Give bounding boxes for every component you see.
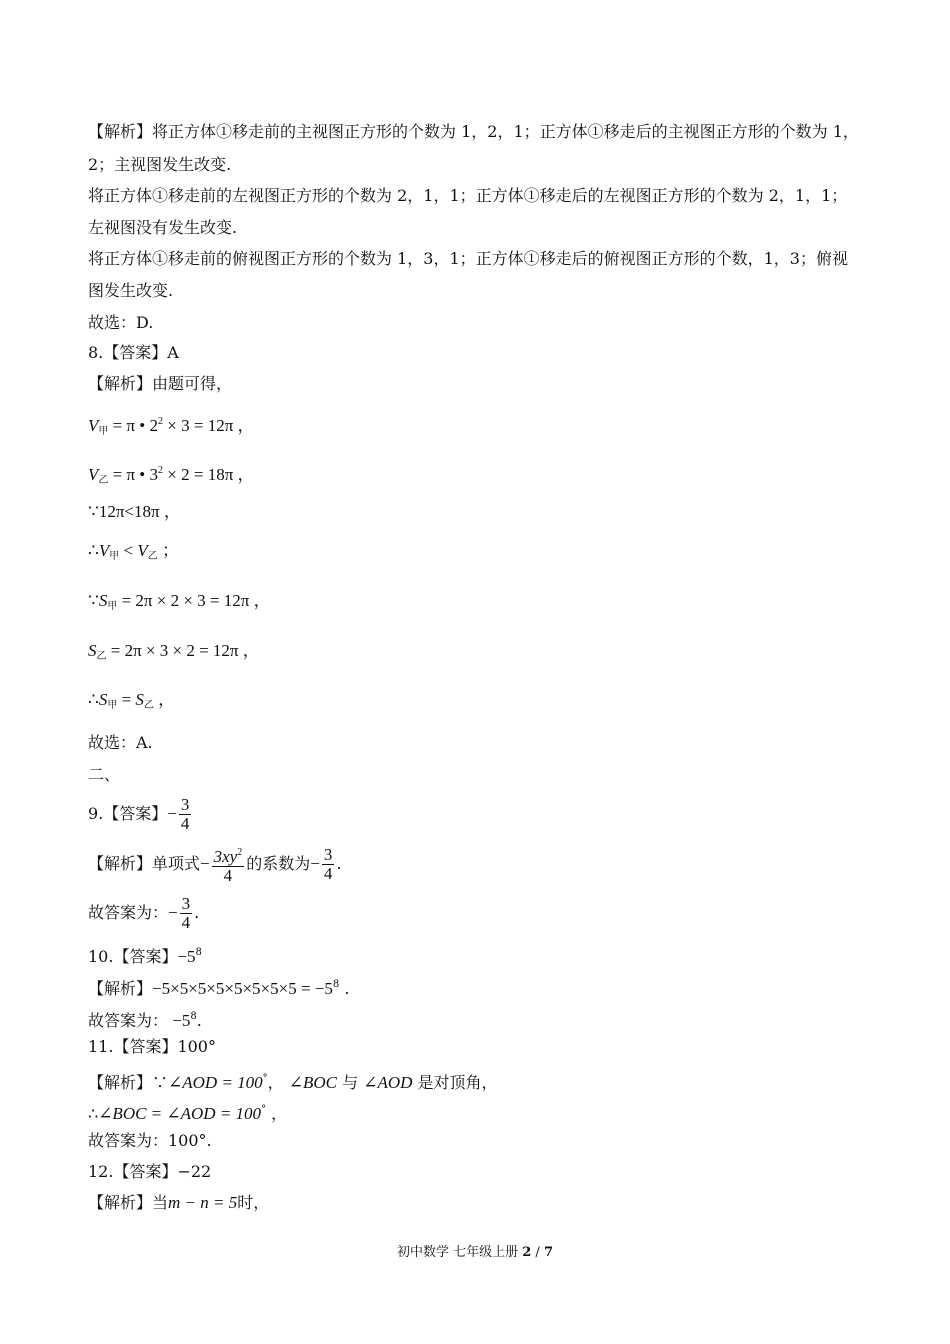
q11-explanation-2: ∴∠BOC = ∠AOD = 100° ， — [88, 1104, 288, 1123]
q8-explanation-intro: 【解析】由题可得， — [88, 374, 233, 393]
q7-explanation-line-1: 【解析】将正方体①移走前的主视图正方形的个数为 1，2，1；正方体①移走后的主视图正方形的个数为 1， — [88, 122, 859, 141]
q9-answer-fraction: $\frac{3}{4}$ — [180, 794, 190, 833]
q7-conclusion: 故选：D. — [88, 313, 154, 332]
q9-explanation: 【解析】单项式 − $\frac{3xy^2}{4}$ 的系数为 − $\frac{3}{4}$ . — [88, 844, 342, 885]
q10-explanation: 【解析】$-5\times 5\times 5\times 5\times 5\times 5\times 5\times 5 = -5^8$ . — [88, 979, 350, 998]
q9-final-fraction: $\frac{3}{4}$ — [181, 893, 191, 932]
q8-volume-yi: $V_乙 = \pi$ • $3^2 \times 2 = 18\pi$ ， — [88, 465, 255, 486]
q8-area-equal: $\therefore S_甲 = S_乙$ ， — [88, 690, 176, 711]
q7-explanation-line-5: 将正方体①移走前的俯视图正方形的个数为 1，3，1；正方体①移走后的俯视图正方形的个数，1，3；俯视 — [88, 249, 848, 268]
q9-monomial-fraction: $\frac{3xy^2}{4}$ — [212, 844, 245, 885]
q9-coefficient-fraction: $\frac{3}{4}$ — [323, 844, 333, 883]
q8-volume-jia: $V_甲 = \pi$ • $2^2 \times 3 = 12\pi$ ， — [88, 416, 255, 437]
q8-volume-compare: $\therefore V_甲 < V_乙$ ； — [88, 541, 179, 562]
q8-area-yi: $S_乙 = 2\pi \times 3 \times 2 = 12\pi$ ， — [88, 641, 260, 662]
q11-explanation-1: 【解析】∵∠AOD = 100°， ∠BOC 与 ∠AOD 是对顶角， — [88, 1073, 498, 1092]
q10-answer: 10.【答案】$-5^8$ — [88, 947, 202, 966]
q11-final-answer: 故答案为：100°. — [88, 1131, 212, 1150]
q9-final-answer: 故答案为： − $\frac{3}{4}$ . — [88, 893, 200, 932]
q12-answer: 12.【答案】−22 — [88, 1162, 212, 1181]
page-footer: 初中数学 七年级上册 2 / 7 — [396, 1245, 553, 1260]
q11-answer: 11.【答案】100° — [88, 1037, 216, 1056]
q8-area-jia: $\because S_甲 = 2\pi \times 2 \times 3 = 12\pi$ ， — [88, 591, 271, 612]
q10-final-answer: 故答案为： $-5^8$. — [88, 1011, 202, 1030]
q7-explanation-line-2: 2；主视图发生改变. — [88, 155, 232, 174]
q7-explanation-line-3: 将正方体①移走前的左视图正方形的个数为 2，1，1；正方体①移走后的左视图正方形的个数为 2，1，1； — [88, 186, 848, 205]
page-total: 7 — [543, 1245, 553, 1260]
page-number: 2 — [522, 1245, 532, 1260]
q9-answer: 9.【答案】 − $\frac{3}{4}$ — [88, 794, 190, 833]
q8-answer: 8.【答案】A — [88, 343, 179, 362]
q8-conclusion: 故选：A. — [88, 733, 153, 752]
q7-explanation-line-4: 左视图没有发生改变. — [88, 218, 238, 237]
q12-explanation: 【解析】当m − n = 5时， — [88, 1193, 270, 1212]
q7-explanation-line-6: 图发生改变. — [88, 281, 174, 300]
q8-compare-values: ∵12π<18π ， — [88, 502, 181, 521]
section-heading: 二、 — [88, 765, 121, 784]
